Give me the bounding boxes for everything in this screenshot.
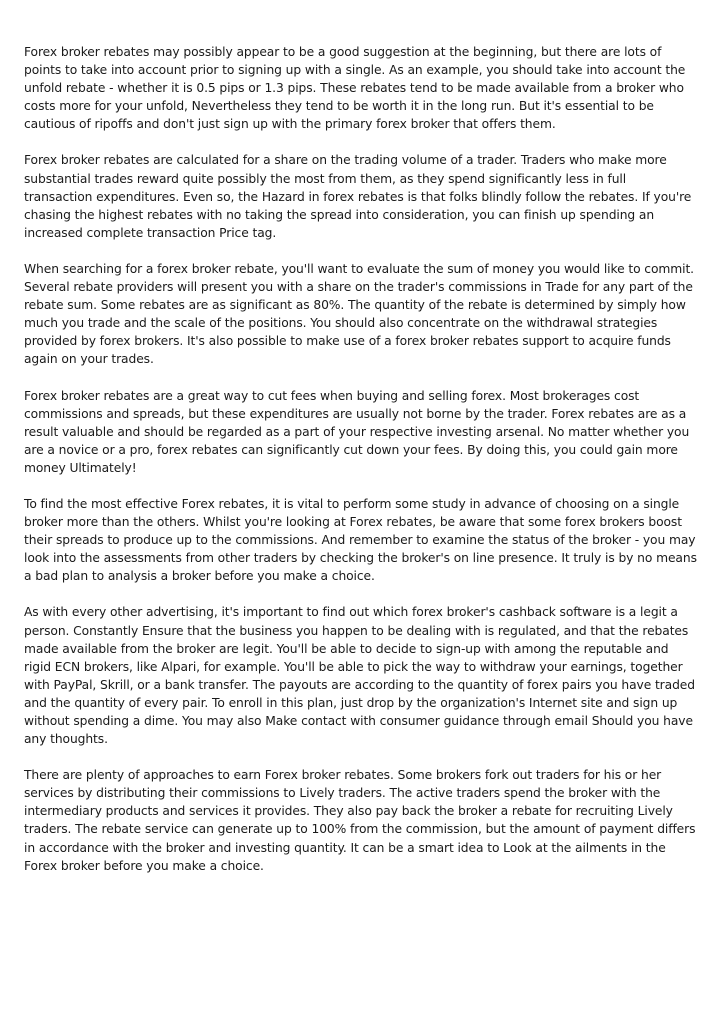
article-body (24, 43, 698, 893)
paragraph-7: There are plenty of approaches to earn Forex broker rebates. Some brokers fork out traders for his or her services by distributing their commissions to Lively traders. The active traders spend the broker with the intermediary products and services it provides. They also pay back the broker a rebate for recruiting Lively traders. The rebate service can generate up to 100% from the commission, but the amount of payment differs in accordance with the broker and investing quantity. It can be a smart idea to Look at the ailments in the Forex broker before you make a choice. (24, 768, 696, 873)
paragraph-3: When searching for a forex broker rebate, you'll want to evaluate the sum of money you would like to commit. Several rebate providers will present you with a share on the trader's commissions in Trade for any part of the rebate sum. Some rebates are as significant as 80%. The quantity of the rebate is determined by simply how much you trade and the scale of the positions. You should also concentrate on the withdrawal strategies provided by forex brokers. It's also possible to make use of a forex broker rebates support to acquire funds again on your trades. (24, 261, 694, 367)
paragraph-2: Forex broker rebates are calculated for a share on the trading volume of a trader. Traders who make more substantial trades reward quite possibly the most from them, as they spend significantly less in full transaction expenditures. Even so, the Hazard in forex rebates is that folks blindly follow the rebates. If you're chasing the highest rebates with no taking the spread into consideration, you can finish up spending an increased complete transaction Price tag. (24, 153, 692, 240)
paragraph-6: As with every other advertising, it's important to find out which forex broker's cashback software is a legit a person. Constantly Ensure that the business you happen to be dealing with is regulated, and that the rebates made available from the broker are legit. You'll be able to decide to sign-up with among the reputable and rigid ECN brokers, like Alpari, for example. You'll be able to pick the way to withdraw your earnings, together with PayPal, Skrill, or a bank transfer. The payouts are according to the quantity of forex pairs you have traded and the quantity of every pair. To enroll in this plan, just drop by the organization's Internet site and sign up without spending a dime. You may also Make contact with consumer guidance through email Should you have any thoughts. (24, 605, 695, 747)
paragraph-5: To find the most effective Forex rebates, it is vital to perform some study in advance of choosing on a single broker more than the others. Whilst you're looking at Forex rebates, be aware that some forex brokers boost their spreads to produce up to the commissions. And remember to examine the status of the broker - you may look into the assessments from other traders by checking the broker's on line presence. It truly is by no means a bad plan to analysis a broker before you make a choice. (24, 496, 697, 584)
paragraph-1: Forex broker rebates may possibly appear to be a good suggestion at the beginning, but there are lots of points to take into account prior to signing up with a single. As an example, you should take into account the unfold rebate - whether it is 0.5 pips or 1.3 pips. These rebates tend to be made available from a broker who costs more for your unfold, Nevertheless they tend to be worth it in the long run. But it's essential to be cautious of ripoffs and don't just sign up with the primary forex broker that offers them. (24, 45, 686, 132)
paragraph-4: Forex broker rebates are a great way to cut fees when buying and selling forex. Most brokerages cost commissions and spreads, but these expenditures are usually not borne by the trader. Forex rebates are as a result valuable and should be regarded as a part of your respective investing arsenal. No matter whether you are a novice or a pro, forex rebates can significantly cut down your fees. By doing this, you could gain more money Ultimately! (24, 388, 690, 475)
